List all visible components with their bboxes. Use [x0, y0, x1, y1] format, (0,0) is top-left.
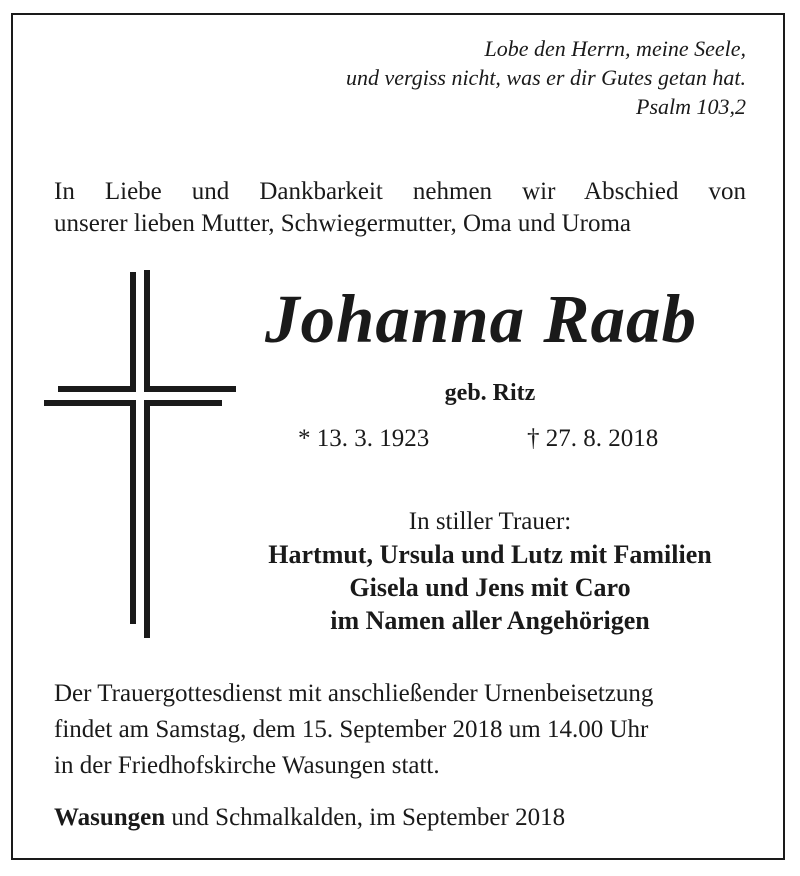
cross-left-arm-bottom: [44, 400, 136, 406]
intro-line-1: In Liebe und Dankbarkeit nehmen wir Abschied von: [54, 178, 746, 205]
cross-right-arm-top: [144, 386, 236, 392]
mourners-heading: In stiller Trauer:: [408, 508, 572, 535]
cross-lower-left-bar: [130, 400, 136, 624]
cross-left-arm-top: [58, 386, 134, 392]
intro-line-2: unserer lieben Mutter, Schwiegermutter, Oma und Uroma: [54, 210, 631, 237]
deceased-name: Johanna Raab: [265, 281, 697, 357]
verse-line-1: Lobe den Herrn, meine Seele,: [484, 36, 746, 61]
service-line-2: findet am Samstag, dem 15. September 2018 um 14.00 Uhr: [54, 716, 649, 743]
service-line-3: in der Friedhofskirche Wasungen statt.: [54, 752, 440, 779]
cross-lower-right-bar: [144, 400, 150, 638]
funeral-service-info: [54, 676, 746, 784]
mourners-block: [200, 506, 780, 637]
intro-text: [54, 176, 746, 240]
mourners-line-2: Gisela und Jens mit Caro: [349, 573, 631, 602]
birth-name: geb. Ritz: [444, 380, 536, 406]
cross-upper-right-bar: [144, 270, 150, 390]
cross-right-arm-bottom: [144, 400, 222, 406]
verse-line-2: und vergiss nicht, was er dir Gutes getan hat.: [345, 65, 746, 90]
closing-place: Wasungen: [54, 804, 166, 831]
closing-line: [54, 802, 565, 834]
cross-upper-left-bar: [130, 272, 136, 392]
bible-verse: [346, 34, 746, 121]
closing-rest: und Schmalkalden, im September 2018: [165, 804, 566, 831]
verse-reference: Psalm 103,2: [636, 94, 746, 119]
death-date: † 27. 8. 2018: [527, 425, 659, 452]
mourners-line-1: Hartmut, Ursula und Lutz mit Familien: [268, 540, 712, 569]
birth-date: * 13. 3. 1923: [298, 425, 430, 452]
mourners-line-3: im Namen aller Angehörigen: [330, 606, 650, 635]
service-line-1: Der Trauergottesdienst mit anschließender Urnenbeisetzung: [54, 680, 654, 707]
